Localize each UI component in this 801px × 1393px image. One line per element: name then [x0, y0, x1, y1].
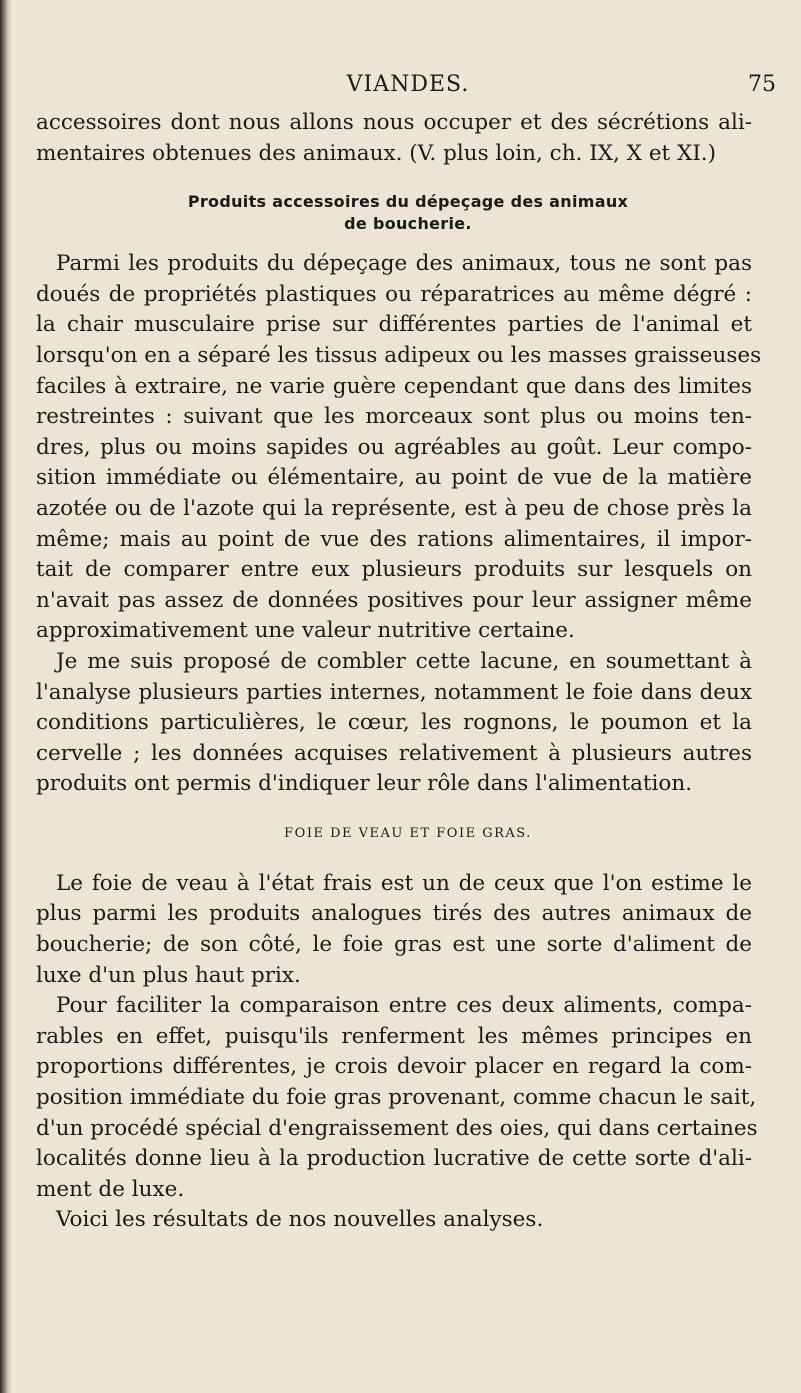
text-line: accessoires dont nous allons nous occuper et des sécrétions ali- [36, 110, 752, 135]
text-line: l'analyse plusieurs parties internes, notamment le foie dans deux [36, 679, 752, 705]
text-line: n'avait pas assez de données positives pour leur assigner même [36, 587, 752, 613]
subsection-heading: FOIE DE VEAU ET FOIE GRAS. [284, 825, 532, 841]
text-line: dres, plus ou moins sapides ou agréables au goût. Leur compo- [36, 434, 752, 460]
paragraph-5 [36, 1205, 752, 1236]
book-page [36, 72, 780, 1236]
page-number: 75 [748, 72, 776, 97]
text-line: ment de luxe. [36, 1176, 185, 1202]
text-line: conditions particulières, le cœur, les rognons, le poumon et la [36, 710, 752, 736]
text-line: lorsqu'on en a séparé les tissus adipeux ou les masses graisseuses [36, 342, 762, 368]
intro-paragraph [36, 108, 752, 169]
text-line: cervelle ; les données acquises relativement à plusieurs autres [36, 740, 752, 766]
running-head [36, 72, 780, 108]
text-line: boucherie; de son côté, le foie gras est une sorte d'aliment de [36, 932, 752, 958]
text-line: mentaires obtenues des animaux. (V. plus loin, ch. IX, X et XI.) [36, 140, 717, 166]
text-line: Voici les résultats de nos nouvelles analyses. [56, 1207, 544, 1233]
text-line: localités donne lieu à la production lucrative de cette sorte d'ali- [36, 1146, 752, 1172]
text-line: tait de comparer entre eux plusieurs produits sur lesquels on [36, 557, 752, 583]
text-line: produits ont permis d'indiquer leur rôle dans l'alimentation. [36, 771, 693, 797]
text-line: Le foie de veau à l'état frais est un de ceux que l'on estime le [56, 870, 752, 896]
section-heading [36, 191, 780, 235]
text-line: d'un procédé spécial d'engraissement des oies, qui dans certaines [36, 1115, 758, 1141]
text-line: proportions différentes, je crois devoir placer en regard la com- [36, 1054, 752, 1080]
text-line: Parmi les produits du dépeçage des animaux, tous ne sont pas [56, 251, 752, 277]
section-heading-line: Produits accessoires du dépeçage des animaux [187, 192, 629, 212]
running-title: VIANDES. [346, 72, 470, 97]
paragraph-2 [36, 647, 752, 800]
text-line: azotée ou de l'azote qui la représente, est à peu de chose près la [36, 495, 752, 521]
text-line: luxe d'un plus haut prix. [36, 962, 301, 988]
paragraph-1 [36, 249, 762, 647]
text-line: position immédiate du foie gras provenant, comme chacun le sait, [36, 1085, 757, 1111]
text-line: restreintes : suivant que les morceaux sont plus ou moins ten- [36, 404, 752, 430]
text-line: la chair musculaire prise sur différentes parties de l'animal et [36, 312, 752, 338]
text-line: même; mais au point de vue des rations alimentaires, il impor- [36, 526, 752, 552]
text-line: Pour faciliter la comparaison entre ces deux aliments, compa- [56, 993, 752, 1019]
text-line: rables en effet, puisqu'ils renferment les mêmes principes en [36, 1023, 752, 1049]
paragraph-4 [36, 991, 758, 1205]
section-heading-line: de boucherie. [344, 214, 472, 234]
book-gutter [0, 0, 12, 1393]
text-line: approximativement une valeur nutritive certaine. [36, 618, 575, 644]
text-line: doués de propriétés plastiques ou réparatrices au même dégré : [36, 281, 752, 307]
text-line: plus parmi les produits analogues tirés des autres animaux de [36, 901, 752, 927]
text-line: faciles à extraire, ne varie guère cependant que dans des limites [36, 373, 752, 399]
text-line: sition immédiate ou élémentaire, au point de vue de la matière [36, 465, 752, 491]
paragraph-3 [36, 869, 752, 991]
text-line: Je me suis proposé de combler cette lacune, en soumettant à [56, 648, 752, 674]
